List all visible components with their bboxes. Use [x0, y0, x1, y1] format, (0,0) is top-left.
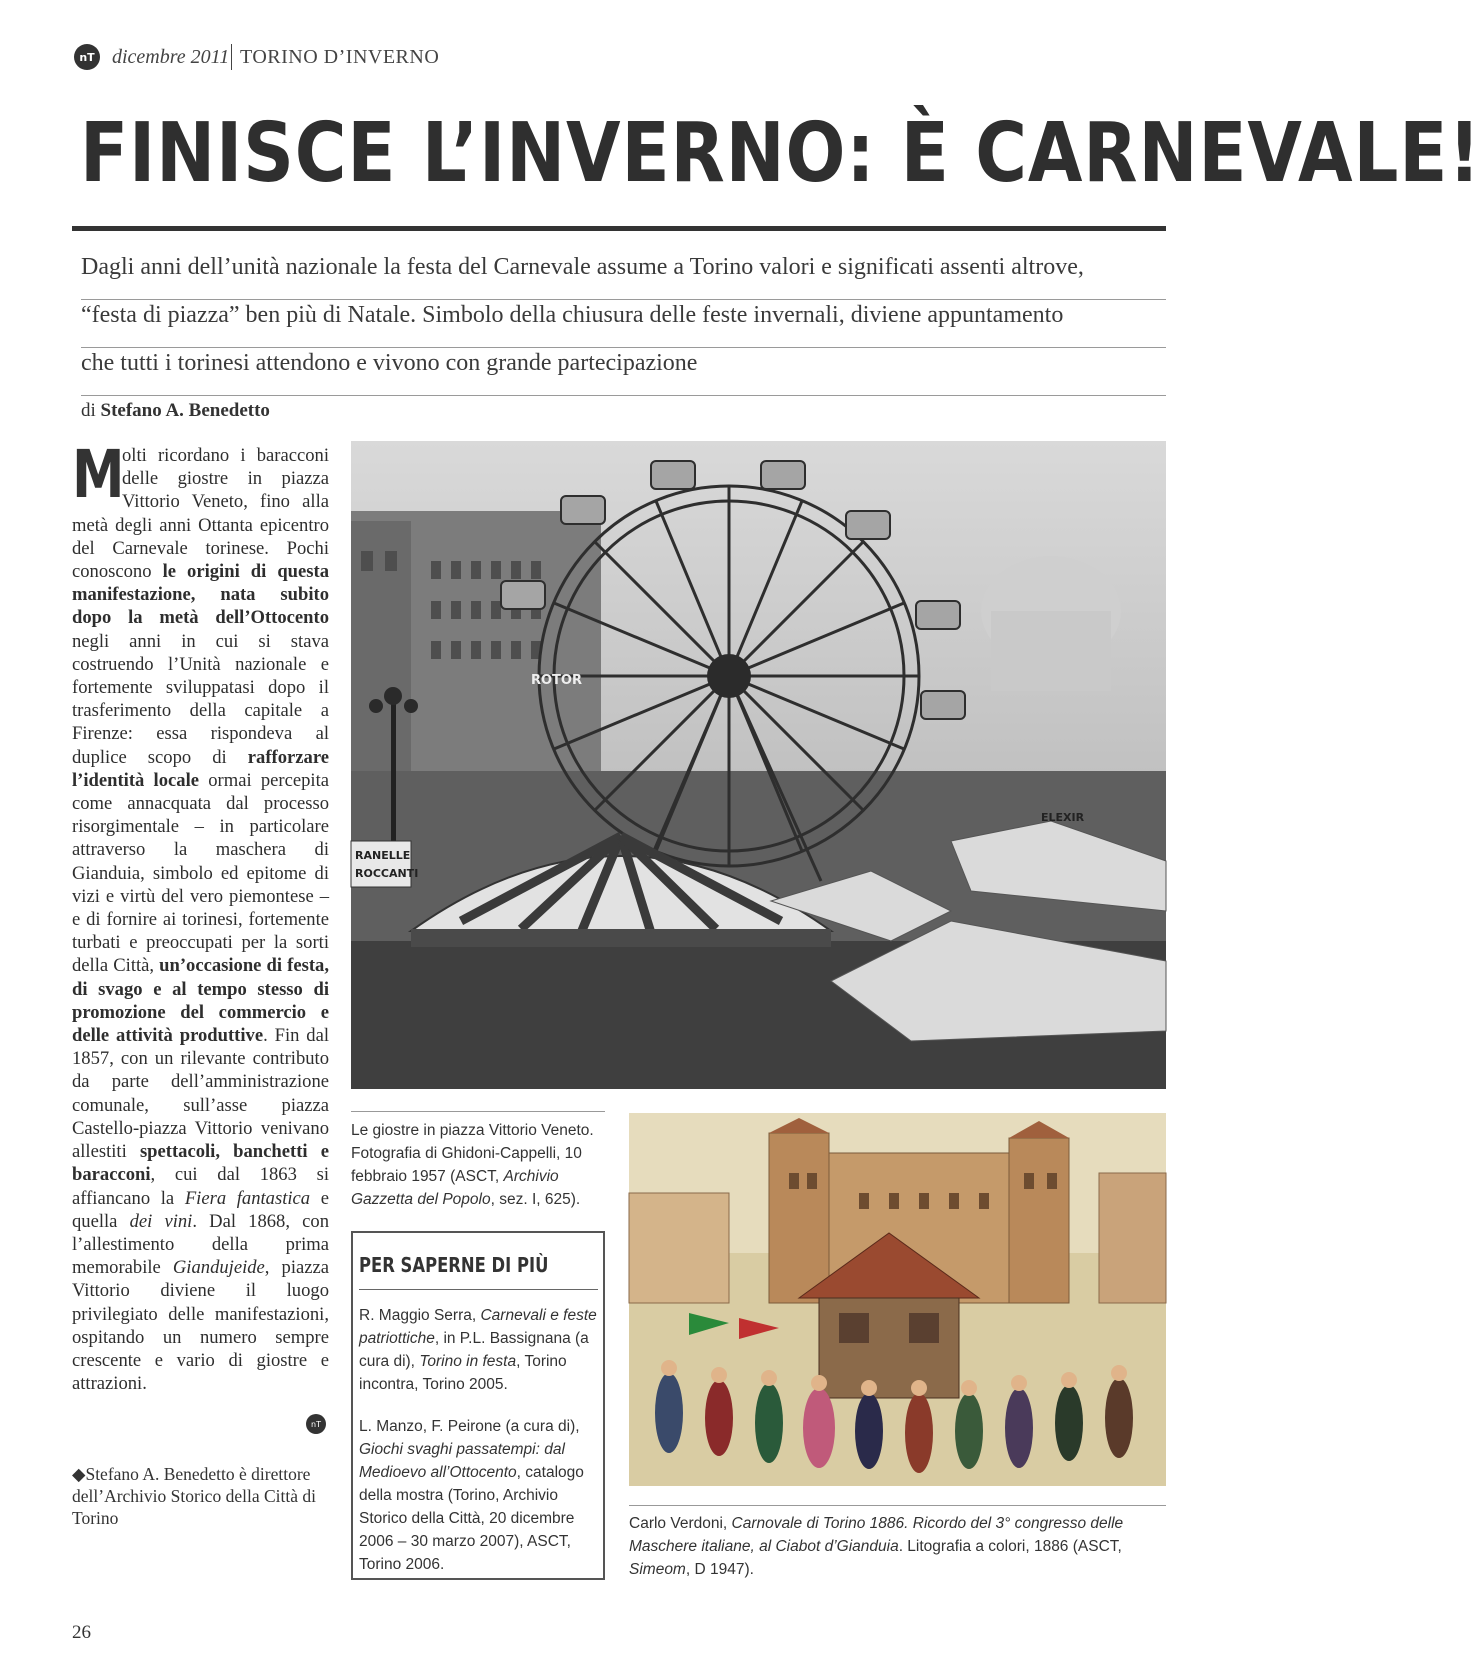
- body-bold: le origini di questa manifestazione, nata subito dopo la metà dell’Ottocento: [72, 561, 330, 629]
- end-mark-icon: nT: [306, 1414, 326, 1434]
- lithograph-image: [629, 1113, 1166, 1486]
- author-note: ◆Stefano A. Benedetto è direttore dell’Archivio Storico della Città di Torino: [72, 1464, 316, 1528]
- rotor-sign: ROTOR: [531, 673, 582, 688]
- article-title: FINISCE L’INVERNO: È CARNEVALE!: [80, 106, 1481, 201]
- body-italic: Fiera fantastica: [184, 1187, 311, 1209]
- body-text: e quella: [72, 1187, 329, 1232]
- lithograph-caption: [629, 1512, 1166, 1581]
- magazine-logo: nT: [74, 44, 100, 70]
- fair-photo: [351, 441, 1166, 1089]
- stall-sign: RANELLE: [355, 849, 411, 862]
- body-text: , piazza Vittorio diviene il luogo privilegiato delle manifestazioni, ospitando un numero sempre crescente e vario di giostre e attrazioni.: [72, 1257, 329, 1395]
- fair-photo-illustration: [351, 441, 1166, 1089]
- section-title: TORINO D’INVERNO: [240, 46, 440, 68]
- body-bold: rafforzare l’identità locale: [72, 746, 329, 791]
- box-title-rule: [359, 1289, 598, 1290]
- page-number: 26: [72, 1622, 91, 1643]
- lead-paragraph: [81, 252, 1166, 396]
- box-references: [359, 1304, 599, 1595]
- lead-line: che tutti i torinesi attendono e vivono con grande partecipazione: [81, 348, 1166, 396]
- body-bold: spettacoli, banchetti e baracconi: [72, 1141, 329, 1186]
- caption-italic: Simeom: [629, 1561, 686, 1578]
- elexir-sign: ELEXIR: [1041, 811, 1085, 824]
- caption-text: , D 1947).: [685, 1561, 754, 1578]
- photo-caption: [351, 1119, 611, 1211]
- reference-item: L. Manzo, F. Peirone (a cura di), Giochi svaghi passatempi: dal Medioevo all’Ottocento, catalogo della mostra (Torino, Archivio Storico della Città, 20 dicembre 2006 – 30 marzo 2007), ASCT, Torino 2006.: [359, 1418, 584, 1573]
- body-text: negli anni in cui si stava costruendo l’Unità nazionale e fortemente sviluppatasi dopo il trasferimento della capitale a Firenze: essa rispondeva al duplice scopo di: [72, 630, 329, 768]
- drop-cap: M: [72, 436, 125, 513]
- header-divider: [231, 44, 232, 70]
- caption-text: . Litografia a colori, 1886 (ASCT,: [898, 1538, 1122, 1555]
- caption-text: Le giostre in piazza Vittorio Veneto. Fotografia di Ghidoni-Cappelli, 10 febbraio 1957 (ASCT,: [351, 1122, 594, 1185]
- byline: [81, 400, 270, 422]
- byline-author: Stefano A. Benedetto: [100, 400, 270, 421]
- caption-italic: Archivio Gazzetta del Popolo: [351, 1168, 559, 1208]
- body-italic: Giandujeide: [172, 1257, 265, 1279]
- caption-text: , sez. I, 625).: [490, 1191, 581, 1208]
- lithograph-illustration: [629, 1113, 1166, 1486]
- caption-rule: [629, 1505, 1166, 1506]
- body-text: ormai percepita come annacquata dal processo risorgimentale – in particolare attraverso la maschera di Gianduia, simbolo ed epitome di vizi e virtù del vero piemontese – e di fornire ai torinesi, fortemente turbati e preoccupati per la sorti della Città,: [72, 769, 330, 977]
- reference-item: R. Maggio Serra, Carnevali e feste patriottiche, in P.L. Bassignana (a cura di), Torino in festa, Torino incontra, Torino 2005.: [359, 1307, 597, 1393]
- caption-italic: Carnovale di Torino 1886. Ricordo del 3° congresso delle Maschere italiane, al Ciabot d’Gianduia: [629, 1515, 1124, 1555]
- issue-date: dicembre 2011: [112, 46, 230, 68]
- body-text: . Dal 1868, con l’allestimento della prima memorabile: [72, 1210, 330, 1279]
- body-text: , cui dal 1863 si affiancano la: [72, 1164, 329, 1209]
- byline-prefix: di: [81, 400, 96, 421]
- stall-sign: ROCCANTI: [355, 867, 419, 880]
- body-text: . Fin dal 1857, con un rilevante contributo da parte dell’amministrazione comunale, sull’asse piazza Castello-piazza Vittorio venivano allestiti: [72, 1025, 330, 1163]
- article-body: [72, 436, 330, 1395]
- box-title: PER SAPERNE DI PIÙ: [359, 1253, 549, 1277]
- body-bold: un’occasione di festa, di svago e al tempo stesso di promozione del commercio e delle attività produttive: [72, 955, 329, 1047]
- title-rule: [72, 226, 1166, 231]
- caption-rule: [351, 1111, 605, 1112]
- caption-text: Carlo Verdoni,: [629, 1515, 732, 1532]
- lead-line: “festa di piazza” ben più di Natale. Simbolo della chiusura delle feste invernali, diviene appuntamento: [81, 300, 1166, 348]
- body-text: olti ricordano i baracconi delle giostre in piazza Vittorio Veneto, fino alla metà degli anni Ottanta epicentro del Carnevale torinese. Pochi conoscono: [72, 445, 329, 583]
- lead-line: Dagli anni dell’unità nazionale la festa del Carnevale assume a Torino valori e significati assenti altrove,: [81, 252, 1166, 300]
- body-italic: dei vini: [129, 1210, 193, 1232]
